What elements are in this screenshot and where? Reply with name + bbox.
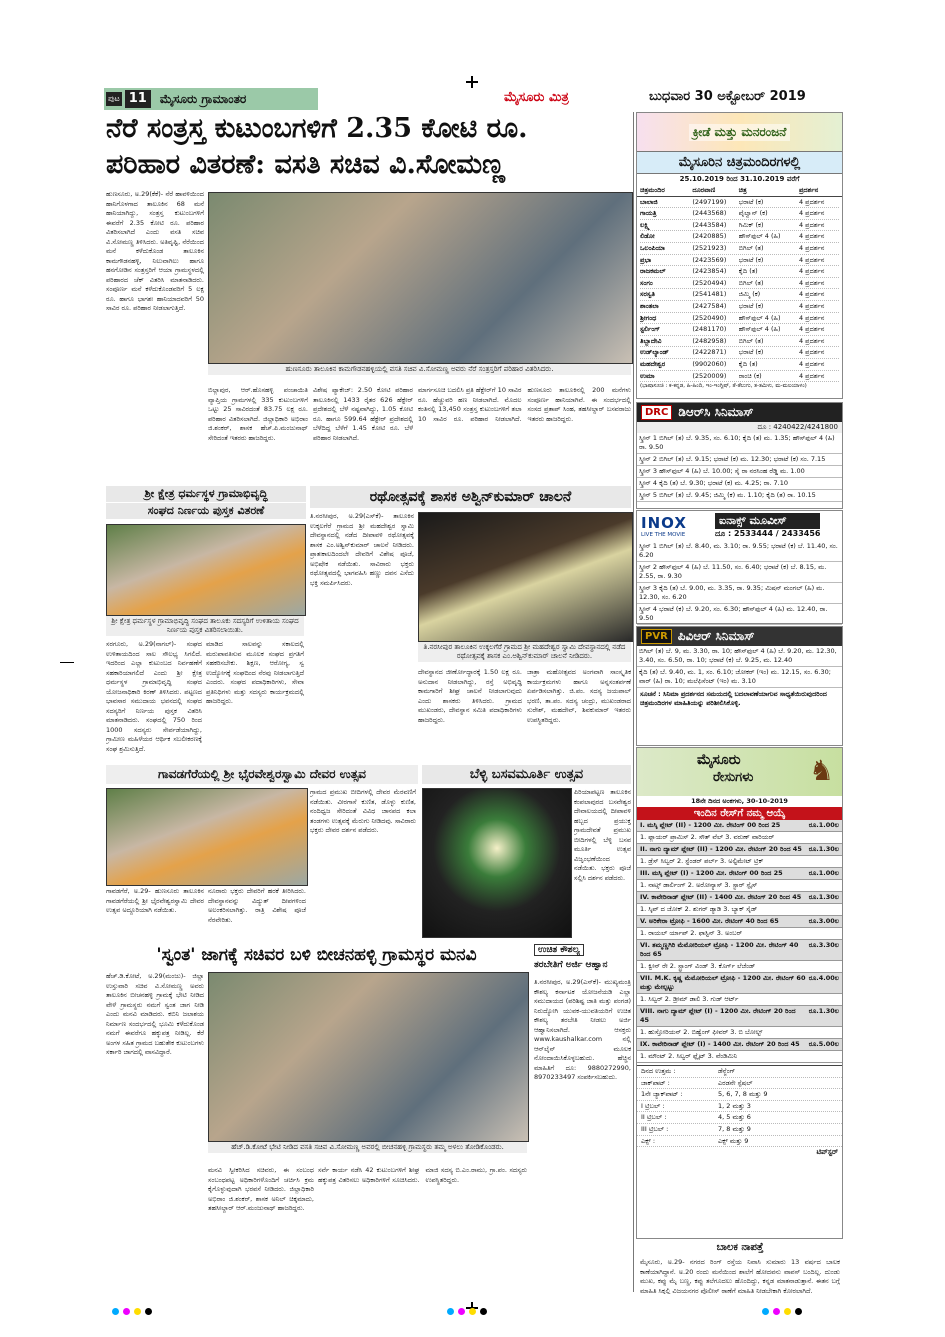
gavadagere-headline: ಗಾವಡಗೆರೆಯಲ್ಲಿ ಶ್ರೀ ಭೈರವೇಶ್ವರಸ್ವಾಮಿ ದೇವರ ಉತ್ಸವ bbox=[106, 765, 418, 784]
cinema-row bbox=[640, 324, 839, 336]
race-tip-label: 1ನೇ ಜ್ಯಾಕ್‌ಪಾಟ್ : bbox=[641, 1090, 683, 1099]
cinema-theatre-name: ಲಿಡೋ bbox=[640, 232, 655, 241]
cinema-show-count: 4 ಪ್ರದರ್ಶನ bbox=[798, 220, 825, 229]
cinema-title: ಮೈಸೂರಿನ ಚಿತ್ರಮಂದಿರಗಳಲ್ಲಿ bbox=[637, 151, 842, 174]
cinema-film-name: ರಾಂಚಿ (ಕ) bbox=[738, 371, 762, 380]
cinema-header-row bbox=[637, 185, 842, 197]
color-dots-bottom-2 bbox=[445, 1300, 489, 1319]
race-title: VI. ತಮ್ಮಣ್ಣಗಿರಿ ಮೆಮೋರಿಯಲ್ ಟ್ರೋಫಿ - 1200 ಮೀ. ರೇಟಿಂಗ್ 40 ರಿಂದ 65 bbox=[640, 941, 799, 958]
race-tip-row bbox=[637, 1112, 842, 1124]
kaushalya-body: ತಿ.ನರಸೀಪುರ, ಅ.29(ಎಸ್‌ಕೆ)- ಮುಖ್ಯಮಂತ್ರಿ ಕೌಶಲ್ಯ ಕರ್ನಾಟಕ ಯೋಜನೆಯಡಿ ಎಲ್ಲಾ ಸಮುದಾಯದ (ಪರಿಶಿಷ್ಟ ಜಾತಿ ಮತ್ತು ಪಂಗಡ) ನಿರುದ್ಯೋಗಿ ಯುವಕ-ಯುವತಿಯರಿಗೆ ಉಚಿತ ಕೌಶಲ್ಯ ತರಬೇತಿ ನೀಡಲು ಅರ್ಜಿ ಆಹ್ವಾನಿಸಲಾಗಿದೆ. ಆಸಕ್ತರು www.kaushalkar.com ನಲ್ಲಿ ಆನ್‌ಲೈನ್ ಮೂಲಕ ನೋಂದಾಯಿಸಿಕೊಳ್ಳಬಹುದು. ಹೆಚ್ಚಿನ ಮಾಹಿತಿಗೆ ದೂ: 9880272990, 8970233497 ಸಂಪರ್ಕಿಸಬಹುದು. bbox=[534, 978, 631, 1081]
race-title: IX. ಕಾವೇರಿನಾಡ್ ಪ್ಲೇಟ್ (I) - 1400 ಮೀ. ರೇಟಿಂಗ್ 20 ರಿಂದ 45 bbox=[640, 1040, 800, 1048]
cinema-row bbox=[640, 278, 839, 290]
basavamurthy-photo bbox=[422, 788, 572, 938]
cinema-phone: (2520490) bbox=[692, 313, 727, 322]
race-tip-value: 4, 5 ಮತ್ತು 6 bbox=[718, 1113, 751, 1122]
cinema-row bbox=[640, 208, 839, 220]
cinema-col-phone: ದೂರವಾಣಿ bbox=[692, 186, 716, 194]
race-tip-value: 1, 2 ಮತ್ತು 3 bbox=[718, 1101, 751, 1110]
races-header bbox=[637, 748, 842, 796]
race-prize: ರೂ.1.30ಲ bbox=[808, 1007, 839, 1015]
race-tips bbox=[637, 1065, 842, 1147]
cinema-col-theatre: ಚಿತ್ರಮಂದಿರ bbox=[640, 186, 665, 194]
race-prize: ರೂ.1.30ಲ bbox=[808, 845, 839, 853]
race-title: VII. M.K. ಕೃಷ್ಣ ಮೆಮೋರಿಯಲ್ ಟ್ರೋಫಿ - 1200 ಮೀ. ರೇಟಿಂಗ್ 60 ಮತ್ತು ಮೇಲ್ಪಟ್ಟು bbox=[640, 974, 806, 991]
races-panel bbox=[636, 747, 843, 1239]
cinema-show-count: 4 ಪ್ರದರ್ಶನ bbox=[798, 255, 825, 264]
race-tip-row bbox=[637, 1136, 842, 1148]
cinema-film-name: ಭರಾಟೆ (ಕ) bbox=[738, 197, 764, 206]
beechanahalli-column-3: ಸರ್ವೆ ಕಾರ್ಯ ನಡೆಸಿ 42 ಕುಟುಂಬಗಳಿಗೆ ಶೀಘ್ರ ಹಕ್ಕುಪತ್ರ ವಿತರಿಸಲು ಅಧಿಕಾರಿಗಳಿಗೆ ಸೂಚಿಸಿದರು. ಮಾಜಿ ಸದಸ್ಯ ಬಿ.ಎಂ.ರಾಮು, ಗ್ರಾ.ಪಂ. ಸದಸ್ಯರು ಉಪಸ್ಥಿತರಿದ್ದರು. bbox=[318, 1166, 527, 1184]
inox-phone: ದೂ : 2533444 / 2433456 bbox=[715, 529, 821, 538]
cinema-phone: (2481170) bbox=[692, 325, 727, 334]
lead-photo bbox=[208, 192, 633, 364]
inox-list bbox=[637, 541, 842, 625]
race-picks: 1. ಹುಸ್ತೋರಿಯನ್ 2. ಬಿಹ್ವೆಂಗ್ ಫೀವರ್ 3. ಬಿ ಬೋಲ್ಟ್ bbox=[637, 1027, 842, 1039]
cinema-row bbox=[640, 371, 839, 383]
cinema-phone: (9902060) bbox=[692, 359, 727, 368]
lead-photo-caption: ಹುಣಸೂರು ತಾಲೂಕಿನ ಕಾಮಗೌಡನಹಳ್ಳಿಯಲ್ಲಿ ವಸತಿ ಸಚಿವ ವಿ.ಸೋಮಣ್ಣ ಅವರು ನೆರೆ ಸಂತ್ರಸ್ತರಿಗೆ ಪರಿಹಾರ ವಿತರಿಸಿದರು. bbox=[208, 364, 631, 375]
lead-column-2: ಬಿಲ್ಲಾಪುರ, ಆರ್.ಹೊಸಹಳ್ಳಿ ಪಂಚಾಯಿತಿ ವ್ಯಾಪ್ತಿಯ ಗ್ರಾಮಗಳಲ್ಲಿ 335 ಕುಟುಂಬಗಳಿಗೆ ಒಟ್ಟು 25 ಸಾವಿರದಂತೆ 83.75 ಲಕ್ಷ ರೂ. ಪರಿಹಾರ ವಿತರಿಸಲಾಗಿದೆ. ಜಿಲ್ಲಾಧಿಕಾರಿ ಅಭಿರಾಂ ಜಿ.ಶಂಕರ್, ಶಾಸಕ ಹೆಚ್.ಪಿ.ಮಂಜುನಾಥ್ ಸೇರಿದಂತೆ ಇತರರು ಹಾಜರಿದ್ದರು. bbox=[208, 386, 308, 442]
beechanahalli-column-2: ಮನವಿ ಸ್ವೀಕರಿಸಿದ ಸಚಿವರು, ಈ ಸಂಬಂಧ ಸಂಬಂಧಪಟ್ಟ ಅಧಿಕಾರಿಗಳೊಂದಿಗೆ ಚರ್ಚಿಸಿ ಕ್ರಮ ಕೈಗೊಳ್ಳುವುದಾಗಿ ಭರವಸೆ ನೀಡಿದರು. ಜಿಲ್ಲಾಧಿಕಾರಿ ಅಭಿರಾಂ ಜಿ.ಶಂಕರ್, ಶಾಸಕ ಅನಿಲ್ ಚಿಕ್ಕಮಾದು, ತಹಸೀಲ್ದಾರ್ ಆರ್.ಮಂಜುನಾಥ್ ಹಾಜರಿದ್ದರು. bbox=[208, 1166, 314, 1212]
cinema-row bbox=[640, 347, 839, 359]
race-tip-label: I ಟ್ರಿಬಲ್ : bbox=[641, 1101, 665, 1110]
cinema-row bbox=[640, 197, 839, 209]
drc-showtime-row: ಸ್ಕ್ರೀನ್ 4 ಕೈದಿ (ತ) ಬೆ. 9.30; ಭರಾಟೆ (ಕ) ಮ. 4.25; ರಾ. 7.10 bbox=[637, 478, 842, 490]
cinema-row bbox=[640, 301, 839, 313]
cinema-show-count: 4 ಪ್ರದರ್ಶನ bbox=[798, 325, 825, 334]
cinema-film-name: ಗಿಮಿಕ್ (ಕ) bbox=[738, 220, 764, 229]
cinema-film-name: ಜಿಮ್ಮಿ (ಕ) bbox=[738, 290, 761, 299]
cinema-show-count: 4 ಪ್ರದರ್ಶನ bbox=[798, 209, 825, 218]
cinema-phone: (2497199) bbox=[692, 197, 727, 206]
gavadagere-column-2: ನೂರಾರು ಭಕ್ತರು ದೇವರಿಗೆ ಹರಕೆ ತೀರಿಸಿದರು. ದೇವಸ್ಥಾನವನ್ನು ವಿದ್ಯುತ್ ದೀಪಗಳಿಂದ ಅಲಂಕರಿಸಲಾಗಿತ್ತು. ರಾತ್ರಿ ವಿಶೇಷ ಪೂಜೆ ನೆರವೇರಿತು. bbox=[208, 887, 306, 924]
dharmasthala-headline-line1: ಶ್ರೀ ಕ್ಷೇತ್ರ ಧರ್ಮಸ್ಥಳ ಗ್ರಾಮಾಭಿವೃದ್ಧಿ bbox=[106, 486, 306, 502]
entertainment-banner-text: ಕ್ರೀಡೆ ಮತ್ತು ಮನರಂಜನೆ bbox=[689, 124, 791, 141]
cinema-theatre-name: ಮಹದೇಶ್ವರ bbox=[640, 359, 666, 368]
races-title-1: ಮೈಸೂರು bbox=[697, 752, 741, 768]
inox-header bbox=[637, 511, 842, 541]
race-tip-value: 5, 6, 7, 8 ಮತ್ತು 9 bbox=[718, 1090, 768, 1099]
cinema-film-name: ಭರಾಟೆ (ಕ) bbox=[738, 255, 764, 264]
race-heading bbox=[637, 940, 842, 961]
races-title-2: ರೇಸುಗಳು bbox=[713, 770, 754, 785]
rathotsava-headline: ರಥೋತ್ಸವಕ್ಕೆ ಶಾಸಕ ಅಶ್ವಿನ್‌ಕುಮಾರ್ ಚಾಲನೆ bbox=[310, 486, 631, 508]
cinema-row bbox=[640, 231, 839, 243]
races-tipster: ಟಿಪ್‌ಸ್ಟರ್ bbox=[816, 1148, 838, 1157]
cinema-list bbox=[637, 197, 842, 383]
cinema-panel bbox=[636, 112, 843, 399]
cinema-film-name: ಭರಾಟೆ (ಕ) bbox=[738, 301, 764, 310]
race-prize: ರೂ.5.00ಲ bbox=[808, 1040, 839, 1048]
race-title: VIII. ನಾಗು ದ್ಯಾಮ್ ಪ್ಲೇಟ್ (I) - 1200 ಮೀ. ರೇಟಿಂಗ್ 20 ರಿಂದ 45 bbox=[640, 1007, 796, 1024]
basavamurthy-headline: ಬೆಳ್ಳಿ ಬಸವಮೂರ್ತಿ ಉತ್ಸವ bbox=[422, 765, 631, 784]
folio-bar bbox=[104, 87, 840, 111]
pvr-list bbox=[637, 646, 842, 688]
dharmasthala-column-1: ಸರಗೂರು, ಅ.29(ನಾಗಲ್)- ಸಂಘದ ಉಳಿತಾಯದಿಂದ ಸಾಲ ಸೌಲಭ್ಯ ಸಿಗಲಿದೆ. ಇದರಿಂದ ಎಲ್ಲಾ ಕುಟುಂಬದ ನಿರ್ವಹಣೆಗೆ ಸಹಕಾರಿಯಾಗಲಿದೆ ಎಂದು ಶ್ರೀ ಕ್ಷೇತ್ರ ಧರ್ಮಸ್ಥಳ ಗ್ರಾಮಾಭಿವೃದ್ಧಿ ಸಂಘದ ಯೋಜನಾಧಿಕಾರಿ ಕಿರಣ್ ತಿಳಿಸಿದರು. ಪಟ್ಟಣದ ಭಾವಸಾರ ಸಮುದಾಯ ಭವನದಲ್ಲಿ ಸಂಘದ ಸದಸ್ಯರಿಗೆ ನಿರ್ಣಯ ಪುಸ್ತಕ ವಿತರಿಸಿ ಮಾತನಾಡಿದರು. ಸಂಘದಲ್ಲಿ 750 ರಿಂದ 1000 ಸದಸ್ಯರು ಸೇರ್ಪಡೆಯಾಗಿದ್ದು, ಗ್ರಾಮೀಣ ಮಹಿಳೆಯರ ಆರ್ಥಿಕ ಸಬಲೀಕರಣಕ್ಕೆ ಸಂಘ ಶ್ರಮಿಸುತ್ತಿದೆ. bbox=[106, 640, 202, 753]
cinema-film-name: ಭರಾಟೆ (ಕ) bbox=[738, 348, 764, 357]
race-tip-value: ಡೆನ್ಜೆಂಗ್ bbox=[718, 1067, 736, 1075]
beechanahalli-photo bbox=[208, 972, 529, 1142]
race-picks: 1. ಮೌಂಟ್ 2. ಸಿಲ್ವರ್ ಫ್ಲೈಟ್ 3. ವೆಂಡಿಮಿನಿ bbox=[637, 1051, 842, 1063]
race-picks: 1. ಸ್ಕಿಪ್ ದ ಜೋಕ್ 2. ಶುಗರ್ ಡ್ಯಾಡಿ 3. ಬ್ಯಾಕ್ ಸೈಡ್ bbox=[637, 904, 842, 916]
cinema-theatre-name: ಒಲಂಪಿಯಾ bbox=[640, 243, 665, 252]
cinema-phone: (2420885) bbox=[692, 232, 727, 241]
cinema-col-film: ಚಿತ್ರ bbox=[738, 186, 747, 194]
basavamurthy-text: ಪಿರಿಯಾಪಟ್ಟಣ ತಾಲೂಕಿನ ಕಂಪಲಾಪುರದ ಬಸವೇಶ್ವರ ದೇವಾಲಯದಲ್ಲಿ ದೀಪಾವಳಿ ಹಬ್ಬದ ಪ್ರಯುಕ್ತ ಗ್ರಾಮದೇವತೆ ಪ್ರಮುಖ ಬೀದಿಗಳಲ್ಲಿ ಬೆಳ್ಳಿ ಬಸವ ಮೂರ್ತಿ ಉತ್ಸವ ವಿಜೃಂಭಣೆಯಿಂದ ನಡೆಯಿತು. ಭಕ್ತರು ಪೂಜೆ ಸಲ್ಲಿಸಿ ದರ್ಶನ ಪಡೆದರು. bbox=[574, 788, 631, 882]
cinema-phone: (2520009) bbox=[692, 371, 727, 380]
beechanahalli-headline: 'ಸ್ವಂತ' ಜಾಗಕ್ಕೆ ಸಚಿವರ ಬಳಿ ಬೀಚನಹಳ್ಳಿ ಗ್ರಾಮಸ್ಥರ ಮನವಿ bbox=[106, 942, 527, 968]
cinema-row bbox=[640, 266, 839, 278]
drc-phone: ದೂ : 4240422/4241800 bbox=[637, 422, 842, 433]
cinema-film-name: ಹೌಸ್‌ಫುಲ್ 4 (ಹಿ) bbox=[738, 313, 781, 322]
drc-logo: DRC bbox=[641, 405, 672, 420]
pvr-showtime-row: ಬಿಗಿಲ್ (ತ) ಬೆ. 9, ಮ. 3.30, ರಾ. 10; ಹೌಸ್‌ಫುಲ್ 4 (ಹಿ) ಬೆ. 9.20, ಮ. 12.30, 3.40, ಸಂ. 6.50, ರಾ. 10; ಭರಾಟೆ (ಕ) ಬೆ. 9.25, ಮ. 12.40 bbox=[637, 646, 842, 667]
beechanahalli-caption: ಹೆಚ್.ಡಿ.ಕೋಟೆ ಭೇಟಿ ನೀಡಿದ ವಸತಿ ಸಚಿವ ವಿ.ಸೋಮಣ್ಣ ಅವರಲ್ಲಿ ಬೀಚನಹಳ್ಳಿ ಗ್ರಾಮಸ್ಥರು ತಮ್ಮ ಅಳಲು ತೋಡಿಕೊಂಡರು. bbox=[208, 1142, 527, 1153]
race-prize: ರೂ.1.30ಲ bbox=[808, 893, 839, 901]
inox-showtime-row: ಸ್ಕ್ರೀನ್ 2 ಹೌಸ್‌ಫುಲ್ 4 (ಹಿ) ಬೆ. 11.50, ಸಂ. 6.40; ಭರಾಟೆ (ಕ) ಬೆ. 8.15, ಮ. 2.55, ರಾ. 9.30 bbox=[637, 562, 842, 583]
race-tip-label: II ಟ್ರಿಬಲ್ : bbox=[641, 1113, 667, 1122]
cinema-theatre-name: ಶಾಂತಲಾ bbox=[640, 301, 659, 310]
cinema-row bbox=[640, 255, 839, 267]
masthead-logo: ಮೈಸೂರು ಮಿತ್ರ bbox=[504, 90, 569, 105]
race-heading bbox=[637, 1039, 842, 1051]
cinema-row bbox=[640, 313, 839, 325]
cinema-theatre-name: ಪ್ರಭಾ bbox=[640, 255, 652, 264]
cinema-phone: (2521923) bbox=[692, 243, 727, 252]
race-picks: 1. ರಾಯಲ್ ರ್ಯಾಪ್ 2. ಫಾಸ್ಟಿನ್ 3. ಅಂಬರ್ bbox=[637, 928, 842, 940]
cinema-show-count: 4 ಪ್ರದರ್ಶನ bbox=[798, 243, 825, 252]
cinema-phone: (2482958) bbox=[692, 336, 727, 345]
beechanahalli-column-1: ಹೆಚ್.ಡಿ.ಕೋಟೆ, ಅ.29(ಮಂಜು)- ಜಿಲ್ಲಾ ಉಸ್ತುವಾರಿ ಸಚಿವ ವಿ.ಸೋಮಣ್ಣ ಅವರು ತಾಲೂಕಿನ ಬೀಚನಹಳ್ಳಿ ಗ್ರಾಮಕ್ಕೆ ಭೇಟಿ ನೀಡಿದ ವೇಳೆ ಗ್ರಾಮಸ್ಥರು ನಮಗೆ ಸ್ವಂತ ಜಾಗ ನೀಡಿ ಎಂದು ಮನವಿ ಮಾಡಿದರು. ಕಬಿನಿ ಜಲಾಶಯ ನಿರ್ಮಾಣ ಸಂದರ್ಭದಲ್ಲಿ ಭೂಮಿ ಕಳೆದುಕೊಂಡ ನಮಗೆ ಈವರೆಗೂ ಹಕ್ಕುಪತ್ರ ನೀಡಿಲ್ಲ. ಕೆರೆ ಅಂಗಳ ಸಹಿತ ಗ್ರಾಮದ ಬಹುತೇಕ ಕುಟುಂಬಗಳು ಸರ್ಕಾರಿ ಜಾಗದಲ್ಲಿ ವಾಸವಿದ್ದಾರೆ. bbox=[106, 972, 204, 1056]
inox-showtime-row: ಸ್ಕ್ರೀನ್ 4 ಭರಾಟೆ (ಕ) ಬೆ. 9.20, ಸಂ. 6.30; ಹೌಸ್‌ಫುಲ್ 4 (ಹಿ) ಮ. 12.40, ರಾ. 9.50 bbox=[637, 604, 842, 625]
race-tip-row bbox=[637, 1124, 842, 1136]
cinema-film-name: ಬಿಗಿಲ್ (ತ) bbox=[738, 243, 764, 252]
cinema-theatre-name: ರಾಜಕಮಲ್ bbox=[640, 267, 666, 276]
drc-title: ಡಿಆರ್‌ಸಿ ಸಿನಿಮಾಸ್ bbox=[678, 405, 754, 419]
dharmasthala-headline-line2: ಸಂಘದ ನಿರ್ಣಯ ಪುಸ್ತಕ ವಿತರಣೆ bbox=[106, 503, 306, 519]
race-heading bbox=[637, 973, 842, 994]
pvr-showtime-row: ಕೈದಿ (ತ) ಬೆ. 9.40, ಮ. 1, ಸಂ. 6.10; ಜೋಕರ್ (ಇಂ) ಮ. 12.15, ಸಂ. 6.30; ವಾರ್ (ಹಿ) ರಾ. 10; ಮಲೆಫಿಸೆಂಟ್ (ಇಂ) ಮ. 3.10 bbox=[637, 667, 842, 688]
cinema-theatre-name: ಸಂಗಂ bbox=[640, 278, 653, 287]
race-picks: 1. ನಾಟ್ಸ್ ಡಾರ್ಲಿಂಗ್ 2. ಅರೋನ್ಯಾಸ್ 3. ಸ್ಟಾರ್ ಸ್ಪೈಸ್ bbox=[637, 880, 842, 892]
entertainment-banner bbox=[637, 113, 842, 151]
race-tip-label: III ಟ್ರಿಬಲ್ : bbox=[641, 1124, 669, 1133]
drc-list bbox=[637, 433, 842, 502]
race-heading bbox=[637, 820, 842, 832]
section-name: ಮೈಸೂರು ಗ್ರಾಮಾಂತರ bbox=[159, 91, 247, 106]
races-meet: 18ನೇ ದಿನದ ಅಂಕಗಳು, 30-10-2019 bbox=[691, 797, 788, 805]
race-heading bbox=[637, 844, 842, 856]
cinema-theatre-name: ಬಾಲಾಜಿ bbox=[640, 197, 658, 206]
race-prize: ರೂ.3.00ಲ bbox=[808, 917, 839, 925]
race-heading bbox=[637, 868, 842, 880]
race-tip-value: ಎಕ್ಸ್ ಮತ್ತು 9 bbox=[718, 1136, 749, 1145]
cinema-show-count: 4 ಪ್ರದರ್ಶನ bbox=[798, 278, 825, 287]
rathotsava-column-3: ಜಾತ್ರಾ ಮಹೋತ್ಸವದ ಅಂಗವಾಗಿ ಸಾಂಸ್ಕೃತಿಕ ಕಾರ್ಯಕ್ರಮಗಳು ಹಾಗೂ ಅನ್ನಸಂತರ್ಪಣೆ ಏರ್ಪಡಿಸಲಾಗಿತ್ತು. ಜಿ.ಪಂ. ಸದಸ್ಯ ಜಯಪಾಲ್ ಭರಣಿ, ತಾ.ಪಂ. ಸದಸ್ಯ ಚಂದ್ರು, ಮುಖಂಡರಾದ ಸುರೇಶ್, ಮಹದೇವ್, ಶಿವಕುಮಾರ್ ಇತರರು ಉಪಸ್ಥಿತರಿದ್ದರು. bbox=[527, 668, 631, 724]
cinema-film-name: ಬಿಗಿಲ್ (ತ) bbox=[738, 278, 764, 287]
race-tip-label: ಜಾಕ್‌ಪಾಟ್ : bbox=[641, 1078, 670, 1087]
race-tip-row bbox=[637, 1066, 842, 1078]
race-tip-label: ದಿನದ ಉತ್ತಮ : bbox=[641, 1067, 676, 1075]
cinema-show-count: 4 ಪ್ರದರ್ಶನ bbox=[798, 371, 825, 380]
race-heading bbox=[637, 892, 842, 904]
rathotsava-caption: ತಿ.ನರಸೀಪುರ ತಾಲೂಕಿನ ಉಕ್ಕಲಗೆರೆ ಗ್ರಾಮದ ಶ್ರೀ ಮಹದೇಶ್ವರ ಸ್ವಾಮಿ ದೇವಸ್ಥಾನದಲ್ಲಿ ನಡೆದ ರಥೋತ್ಸವಕ್ಕೆ ಶಾಸಕ ಎಂ.ಅಶ್ವಿನ್‌ಕುಮಾರ್ ಚಾಲನೆ ನೀಡಿದರು. bbox=[418, 642, 631, 662]
race-prize: ರೂ.1.00ಲ bbox=[808, 821, 839, 829]
lead-headline-line1: ನೆರೆ ಸಂತ್ರಸ್ತ ಕುಟುಂಬಗಳಿಗೆ 2.35 ಕೋಟಿ ರೂ. bbox=[106, 113, 528, 144]
race-picks: 1. ಫ್ಲಾಯರ್ ಪ್ರಾಮಿಸ್ 2. ಸೌತ್ ವೆಲ್ 3. ವರುಣ್ ವಾರಿಯರ್ bbox=[637, 832, 842, 844]
pvr-logo: PVR bbox=[641, 629, 672, 644]
cinema-film-name: ಹೌಸ್‌ಫುಲ್ 4 (ಹಿ) bbox=[738, 232, 781, 241]
cinema-phone: (2443568) bbox=[692, 209, 727, 218]
gavadagere-photo bbox=[106, 788, 308, 886]
color-dots-bottom-3 bbox=[760, 1300, 804, 1319]
race-list bbox=[637, 820, 842, 1063]
race-title: II. ನಾಗು ದ್ಯಾಮ್ ಪ್ಲೇಟ್ (II) - 1200 ಮೀ. ರೇಟಿಂಗ್ 20 ರಿಂದ 45 bbox=[640, 845, 802, 853]
rathotsava-photo bbox=[418, 512, 633, 642]
inox-logo: INOX bbox=[641, 514, 687, 532]
race-tip-row bbox=[637, 1101, 842, 1113]
inox-logo-block bbox=[641, 514, 709, 538]
cinema-phone: (2520494) bbox=[692, 278, 727, 287]
cinema-row bbox=[640, 289, 839, 301]
cinema-show-count: 4 ಪ್ರದರ್ಶನ bbox=[798, 290, 825, 299]
kaushalya-headline: ತರಬೇತಿಗೆ ಅರ್ಜಿ ಆಹ್ವಾನ bbox=[534, 960, 608, 970]
cinema-row bbox=[640, 220, 839, 232]
cinema-col-shows: ಪ್ರದರ್ಶನ bbox=[798, 186, 819, 194]
race-picks: 1. ಡ್ರೆಸ್ ಸಿಲ್ವರ್ 2. ಸ್ಟೆಂಡರ್ ಪರ್ಲ್ 3. ಅಲ್ಟಿಮೇಟ್ ಟ್ರಿಕ್ bbox=[637, 856, 842, 868]
rathotsava-column-2: ದೇವಸ್ಥಾನದ ಜೀರ್ಣೋದ್ಧಾರಕ್ಕೆ 1.50 ಲಕ್ಷ ರೂ. ಅನುದಾನ ನೀಡಲಾಗಿದ್ದು, ರಸ್ತೆ ಅಭಿವೃದ್ಧಿ ಕಾಮಗಾರಿಗೆ ಶೀಘ್ರ ಚಾಲನೆ ನೀಡಲಾಗುವುದು ಎಂದು ಶಾಸಕರು ತಿಳಿಸಿದರು. ಗ್ರಾಮದ ಮುಖಂಡರು, ದೇವಸ್ಥಾನ ಸಮಿತಿ ಪದಾಧಿಕಾರಿಗಳು ಹಾಜರಿದ್ದರು. bbox=[418, 668, 522, 724]
cinema-theatre-name: ಗಾಯತ್ರಿ bbox=[640, 209, 657, 218]
cinema-film-name: ಬಿಗಿಲ್ (ತ) bbox=[738, 336, 764, 345]
cinema-show-count: 4 ಪ್ರದರ್ಶನ bbox=[798, 301, 825, 310]
drc-header bbox=[637, 403, 842, 422]
race-heading bbox=[637, 916, 842, 928]
drc-showtime-row: ಸ್ಕ್ರೀನ್ 5 ಬಿಗಿಲ್ (ತ) ಬೆ. 9.45; ಜಿಮ್ಮಿ (ಕ) ಮ. 1.10; ಕೈದಿ (ತ) ರಾ. 10.15 bbox=[637, 490, 842, 502]
cinema-theatre-name: ಉಮಾ bbox=[640, 371, 655, 380]
cinema-show-count: 4 ಪ್ರದರ್ಶನ bbox=[798, 197, 825, 206]
race-prize: ರೂ.4.00ಲ bbox=[808, 974, 839, 982]
drc-showtime-row: ಸ್ಕ್ರೀನ್ 2 ಬಿಗಿಲ್ (ತ) ಬೆ. 9.15; ಭರಾಟೆ (ಕ) ಮ. 12.30; ಭರಾಟೆ (ಕ) ಸಂ. 7.15 bbox=[637, 454, 842, 466]
gavadagere-column-1: ಗ್ರಾಮದ ಪ್ರಮುಖ ಬೀದಿಗಳಲ್ಲಿ ದೇವರ ಮೆರವಣಿಗೆ ನಡೆಯಿತು. ವೀರಗಾಸೆ ಕುಣಿತ, ಡೊಳ್ಳು ಕುಣಿತ, ನಂದಿಧ್ವಜ ಸೇರಿದಂತೆ ವಿವಿಧ ಜಾನಪದ ಕಲಾ ತಂಡಗಳು ಉತ್ಸವಕ್ಕೆ ಮೆರುಗು ನೀಡಿದವು. ಸಾವಿರಾರು ಭಕ್ತರು ದೇವರ ದರ್ಶನ ಪಡೆದರು. bbox=[310, 788, 416, 834]
issue-date: ಬುಧವಾರ 30 ಅಕ್ಟೋಬರ್ 2019 bbox=[649, 89, 806, 104]
race-tip-label: ಎಕ್ಸ್ : bbox=[641, 1136, 656, 1145]
cinema-phone: (2443584) bbox=[692, 220, 727, 229]
cinema-theatre-name: ಸರಸ್ವತಿ bbox=[640, 290, 655, 299]
cinema-film-name: ಕೈದಿ (ತ) bbox=[738, 359, 758, 368]
racehorse-icon: ♞ bbox=[808, 754, 834, 787]
inox-tagline: LIVE THE MOVIE bbox=[641, 532, 686, 538]
cinema-theatre-name: ಸ್ಟರ್ಲಿಂಗ್ bbox=[640, 325, 660, 334]
margin-dash bbox=[60, 662, 74, 663]
pvr-title: ಪಿವಿಆರ್ ಸಿನಿಮಾಸ್ bbox=[677, 629, 755, 643]
cinema-film-name: ಪೈಲ್ವಾನ್ (ಕ) bbox=[738, 209, 768, 218]
cinema-row bbox=[640, 359, 839, 371]
cinema-theatre-name: ಲಕ್ಷ್ಮಿ bbox=[640, 220, 650, 229]
column-rule bbox=[633, 112, 634, 1292]
dharmasthala-column-2: ಮಾಡಿದ ಸಾಲವನ್ನು ಸಕಾಲದಲ್ಲಿ ಮರುಪಾವತಿಸುವ ಮೂಲಕ ಸಂಘದ ಪ್ರಗತಿಗೆ ಸಹಕರಿಸಬೇಕು. ಶಿಕ್ಷಣ, ಆರೋಗ್ಯ, ಸ್ವ ಉದ್ಯೋಗಕ್ಕೆ ಸಂಘದಿಂದ ನೆರವು ನೀಡಲಾಗುತ್ತಿದೆ ಎಂದರು. ಸಂಘದ ಪದಾಧಿಕಾರಿಗಳು, ಸೇವಾ ಪ್ರತಿನಿಧಿಗಳು ಮತ್ತು ಸದಸ್ಯರು ಕಾರ್ಯಕ್ರಮದಲ್ಲಿ ಹಾಜರಿದ್ದರು. bbox=[206, 640, 304, 705]
cinema-theatre-name: ಉಡ್‌ಲ್ಯಾಂಡ್ bbox=[640, 348, 669, 357]
cinema-period: 25.10.2019 ರಿಂದ 31.10.2019 ವರೆಗೆ bbox=[679, 175, 800, 183]
cinema-show-count: 4 ಪ್ರದರ್ಶನ bbox=[798, 348, 825, 357]
race-tip-row bbox=[637, 1089, 842, 1101]
dharmasthala-photo bbox=[106, 524, 306, 616]
rathotsava-column-1: ತಿ.ನರಸೀಪುರ, ಅ.29(ಎಸ್‌ಕೆ)- ತಾಲೂಕಿನ ಉಕ್ಕಲಗೆರೆ ಗ್ರಾಮದ ಶ್ರೀ ಮಹದೇಶ್ವರ ಸ್ವಾಮಿ ದೇವಸ್ಥಾನದಲ್ಲಿ ನಡೆದ ದೀಪಾವಳಿ ರಥೋತ್ಸವಕ್ಕೆ ಶಾಸಕ ಎಂ.ಅಶ್ವಿನ್‌ಕುಮಾರ್ ಚಾಲನೆ ನೀಡಿದರು. ಪ್ರಾತಃಕಾಲದಿಂದಲೇ ದೇವರಿಗೆ ವಿಶೇಷ ಪೂಜೆ, ಅಭಿಷೇಕ ನಡೆಯಿತು. ಸಾವಿರಾರು ಭಕ್ತರು ರಥೋತ್ಸವದಲ್ಲಿ ಭಾಗವಹಿಸಿ ಹಣ್ಣು ದವನ ಎಸೆದು ಭಕ್ತಿ ಸಮರ್ಪಿಸಿದರು. bbox=[310, 512, 414, 587]
cinema-theatre-name: ಶ್ರೀಗಂಧ bbox=[640, 313, 657, 322]
race-picks: 1. ಕ್ವೀನ್ ರೇ 2. ಸ್ಟ್ರಾಂಗ್ ವಿಂಡ್ 3. ಕೊರ್ಗ್ ಲೆಜೆಂಡ್ bbox=[637, 961, 842, 973]
missing-boy-body: ಮೈಸೂರು, ಅ.29- ನಗರದ ರಿಂಗ್ ರಸ್ತೆಯ ನಿವಾಸಿ ಸುಮಾರು 13 ವರ್ಷದ ಬಾಲಕ ಕಾಣೆಯಾಗಿದ್ದಾನೆ. ಅ.20 ರಂದು ಮನೆಯಿಂದ ಶಾಲೆಗೆ ಹೋದವನು ವಾಪಸ್ ಬಂದಿಲ್ಲ. ದುಂಡು ಮುಖ, ಕಪ್ಪು ಮೈ ಬಣ್ಣ, ಕಪ್ಪು ತಲೆಗೂದಲು ಹೊಂದಿದ್ದು, ಕನ್ನಡ ಮಾತನಾಡುತ್ತಾನೆ. ಈತನ ಬಗ್ಗೆ ಮಾಹಿತಿ ಸಿಕ್ಕಲ್ಲಿ ವಿಜಯನಗರ ಪೊಲೀಸ್ ಠಾಣೆಗೆ ಮಾಹಿತಿ ನೀಡಬೇಕಾಗಿ ಕೋರಲಾಗಿದೆ. bbox=[640, 1258, 840, 1294]
drc-showtime-row: ಸ್ಕ್ರೀನ್ 1 ಬಿಗಿಲ್ (ತ) ಬೆ. 9.35, ಸಂ. 6.10; ಕೈದಿ (ತ) ಮ. 1.35; ಹೌಸ್‌ಫುಲ್ 4 (ಹಿ) ರಾ. 9.50 bbox=[637, 433, 842, 454]
race-prize: ರೂ.1.00ಲ bbox=[808, 869, 839, 877]
cinema-phone: (2423569) bbox=[692, 255, 727, 264]
race-tip-value: ಎರಡನೇ ಸ್ಪೆಷಲ್ bbox=[718, 1078, 753, 1087]
lead-headline-line2: ಪರಿಹಾರ ವಿತರಣೆ: ವಸತಿ ಸಚಿವ ವಿ.ಸೋಮಣ್ಣ bbox=[106, 149, 505, 180]
race-title: I. ಮಸ್ಕಿ ಪ್ಲೇಟ್ (II) - 1200 ಮೀ. ರೇಟಿಂಗ್ 00 ರಿಂದ 25 bbox=[640, 821, 781, 829]
cinema-film-name: ಹೌಸ್‌ಫುಲ್ 4 (ಹಿ) bbox=[738, 325, 781, 334]
race-tip-value: 7, 8 ಮತ್ತು 9 bbox=[718, 1124, 751, 1133]
kaushalya-kicker: ಉಚಿತ ಕೌಶಲ್ಯ bbox=[534, 944, 584, 956]
cinema-phone: (2423854) bbox=[692, 267, 727, 276]
race-title: IV. ಕಾವೇರಿನಾಡ್ ಪ್ಲೇಟ್ (II) - 1400 ಮೀ. ರೇಟಿಂಗ್ 20 ರಿಂದ 45 bbox=[640, 893, 802, 901]
cinema-phone: (2427584) bbox=[692, 301, 727, 310]
page-label: ಪುಟ bbox=[106, 92, 122, 106]
dharmasthala-caption: ಶ್ರೀ ಕ್ಷೇತ್ರ ಧರ್ಮಸ್ಥಳ ಗ್ರಾಮಾಭಿವೃದ್ಧಿ ಸಂಘದ ತಾಲೂಕು ಸದಸ್ಯರಿಗೆ ಉಳಿತಾಯ ಸಂಘದ ನಿರ್ಣಯ ಪುಸ್ತಕ ವಿತರಿಸಲಾಯಿತು. bbox=[106, 616, 304, 636]
cinema-footnote: (ಭಾಷಾಸೂಚಿ : ಕ-ಕನ್ನಡ, ಹಿ-ಹಿಂದಿ, ಇಂ-ಇಂಗ್ಲಿಷ್, ತೆ-ತೆಲುಗು, ತ-ತಮಿಳು, ಮ-ಮಲಯಾಳಂ) bbox=[640, 383, 807, 390]
missing-boy-headline: ಬಾಲಕ ನಾಪತ್ತೆ bbox=[716, 1242, 764, 1253]
races-selection-title: ಇಂದಿನ ರೇಸ್‌ಗೆ ನಮ್ಮ ಆಯ್ಕೆ bbox=[637, 807, 842, 820]
race-picks: 1. ಸಿಲ್ವರ್ 2. ಡ್ರೀಮ್ ಡಾಲಿ 3. ಗುಡ್ ಆರ್ಟ್ bbox=[637, 994, 842, 1006]
lead-column-4: ಮಾರ್ಗಸೂಚಿ ಬದಲಿಸಿ ಪ್ರತಿ ಹೆಕ್ಟೇರ್‌ಗೆ 10 ಸಾವಿರ ರೂ. ಹೆಚ್ಚುವರಿ ಹಣ ನೀಡಲಾಗಿದೆ. ಮೊದಲ ಕಂತಿನಲ್ಲಿ 13,450 ಸಂತ್ರಸ್ತ ಕುಟುಂಬಗಳಿಗೆ ತಲಾ 10 ಸಾವಿರ ರೂ. ಪರಿಹಾರ ನೀಡಲಾಗಿದೆ. ಹುಣಸೂರು ತಾಲೂಕಿನಲ್ಲಿ 200 ಮನೆಗಳು ಸಂಪೂರ್ಣ ಹಾನಿಯಾಗಿವೆ. ಈ ಸಂದರ್ಭದಲ್ಲಿ ಸಂಸದ ಪ್ರತಾಪ್ ಸಿಂಹ, ತಹಸೀಲ್ದಾರ್ ಬಸವರಾಜು ಇತರರು ಹಾಜರಿದ್ದರು. bbox=[418, 386, 631, 423]
cinema-theatre-name: ತಿಬ್ಬಾದೇವಿ bbox=[640, 336, 662, 345]
cinema-show-count: 4 ಪ್ರದರ್ಶನ bbox=[798, 313, 825, 322]
inox-title: ಐನಾಕ್ಸ್ ಮೂವೀಸ್ bbox=[715, 513, 820, 529]
cinema-row bbox=[640, 336, 839, 348]
gavadagere-caption: ಗಾವಡಗೆರೆ, ಅ.29- ಹುಣಸೂರು ತಾಲೂಕಿನ ಗಾವಡಗೆರೆಯಲ್ಲಿ ಶ್ರೀ ಭೈರವೇಶ್ವರಸ್ವಾಮಿ ದೇವರ ಉತ್ಸವ ಅದ್ದೂರಿಯಾಗಿ ನಡೆಯಿತು. bbox=[106, 887, 204, 914]
inox-showtime-row: ಸ್ಕ್ರೀನ್ 3 ಕೈದಿ (ತ) ಬೆ. 9.00, ಮ. 3.35, ರಾ. 9.35; ಮಿಷನ್ ಮಂಗಲ್ (ಹಿ) ಮ. 12.30, ಸಂ. 6.20 bbox=[637, 583, 842, 604]
pvr-panel bbox=[636, 626, 843, 746]
race-heading bbox=[637, 1006, 842, 1027]
drc-showtime-row: ಸ್ಕ್ರೀನ್ 3 ಹೌಸ್‌ಫುಲ್ 4 (ಹಿ) ಬೆ. 10.00; ಸೈ ರಾ ನರಸಿಂಹ ರೆಡ್ಡಿ ಮ. 1.00 bbox=[637, 466, 842, 478]
race-title: III. ಮಸ್ಕಿ ಪ್ಲೇಟ್ (I) - 1200 ಮೀ. ರೇಟಿಂಗ್ 00 ರಿಂದ 25 bbox=[640, 869, 783, 877]
pvr-notice: ಸೂಚನೆ : ಸಿನಿಮಾ ಪ್ರದರ್ಶನದ ಸಮಯದಲ್ಲಿ ಬದಲಾವಣೆಯಾಗುವ ಸಾಧ್ಯತೆಯಿರುವುದರಿಂದ ಚಿತ್ರಮಂದಿರಗಳ ಮಾಹಿತಿಯನ್ನು ಪರಿಶೀಲಿಸಿಕೊಳ್ಳಿ. bbox=[640, 690, 827, 707]
drc-panel bbox=[636, 402, 843, 509]
cinema-show-count: 4 ಪ್ರದರ್ಶನ bbox=[798, 336, 825, 345]
cinema-show-count: 4 ಪ್ರದರ್ಶನ bbox=[798, 359, 825, 368]
inox-panel bbox=[636, 510, 843, 624]
cinema-show-count: 4 ಪ್ರದರ್ಶನ bbox=[798, 232, 825, 241]
lead-column-1: ಹುಣಸೂರು, ಅ.29(ಕೆಕೆ)- ನೆರೆ ಹಾವಳಿಯಿಂದ ಹಾನಿಗೊಳಗಾದ ತಾಲೂಕಿನ 68 ಮನೆ ಹಾನಿಯಾಗಿದ್ದು, ಸಂತ್ರಸ್ತ ಕುಟುಂಬಗಳಿಗೆ ಈವರೆಗೆ 2.35 ಕೋಟಿ ರೂ. ಪರಿಹಾರ ವಿತರಿಸಲಾಗಿದೆ ಎಂದು ವಸತಿ ಸಚಿವ ವಿ.ಸೋಮಣ್ಣ ತಿಳಿಸಿದರು. ಅತಿವೃಷ್ಟಿ, ನೆರೆಯಿಂದ ಮನೆ ಕಳೆದುಕೊಂಡ ತಾಲೂಕಿನ ಕಾಮಗೌಡನಹಳ್ಳಿ, ನಿಲುವಾಗಿಲು ಹಾಗೂ ಹನಗೋಡಿನ ಸಂತ್ರಸ್ತರಿಗೆ ಆಯಾ ಗ್ರಾಮಸ್ಥಳದಲ್ಲಿ ಪರಿಹಾರದ ಚೆಕ್ ವಿತರಿಸಿ ಮಾತನಾಡಿದರು. ಸಂಪೂರ್ಣ ಮನೆ ಕಳೆದುಕೊಂಡವರಿಗೆ 5 ಲಕ್ಷ ರೂ. ಹಾಗೂ ಭಾಗಶಃ ಹಾನಿಯಾದವರಿಗೆ 50 ಸಾವಿರ ರೂ. ಪರಿಹಾರ ನೀಡಲಾಗುತ್ತಿದೆ. bbox=[106, 190, 204, 312]
race-title: V. ಅರಿಕೇರಾ ಟ್ರೋಫಿ - 1600 ಮೀ. ರೇಟಿಂಗ್ 40 ರಿಂದ 65 bbox=[640, 917, 779, 925]
inox-showtime-row: ಸ್ಕ್ರೀನ್ 1 ಬಿಗಿಲ್ (ತ) ಬೆ. 8.40, ಮ. 3.10; ರಾ. 9.55; ಭರಾಟೆ (ಕ) ಬೆ. 11.40, ಸಂ. 6.20 bbox=[637, 541, 842, 562]
cinema-phone: (2422871) bbox=[692, 348, 727, 357]
cinema-show-count: 4 ಪ್ರದರ್ಶನ bbox=[798, 267, 825, 276]
race-prize: ರೂ.3.30ಲ bbox=[808, 941, 839, 949]
pvr-header bbox=[637, 627, 842, 646]
lead-column-3: ವಿಶೇಷ ಪ್ಯಾಕೇಜ್: 2.50 ಕೋಟಿ ಪರಿಹಾರ ತಾಲೂಕಿನಲ್ಲಿ 1433 ರೈತರ 626 ಹೆಕ್ಟೇರ್ ಪ್ರದೇಶದಲ್ಲಿ ಬೆಳೆ ನಷ್ಟವಾಗಿದ್ದು, 1.05 ಕೋಟಿ ರೂ. ಹಾಗೂ 599.64 ಹೆಕ್ಟೇರ್ ಪ್ರದೇಶದಲ್ಲಿ ಬೆಳೆದಿದ್ದ ಬೆಳೆಗೆ 1.45 ಕೋಟಿ ರೂ. ಬೆಳೆ ಪರಿಹಾರ ನೀಡಲಾಗಿದೆ. bbox=[313, 386, 413, 442]
race-tip-row bbox=[637, 1078, 842, 1090]
color-dots-bottom bbox=[110, 1300, 154, 1319]
cinema-film-name: ಕೈದಿ (ತ) bbox=[738, 267, 758, 276]
cinema-phone: (2541481) bbox=[692, 290, 727, 299]
cinema-row bbox=[640, 243, 839, 255]
page-number: 11 bbox=[125, 90, 151, 108]
